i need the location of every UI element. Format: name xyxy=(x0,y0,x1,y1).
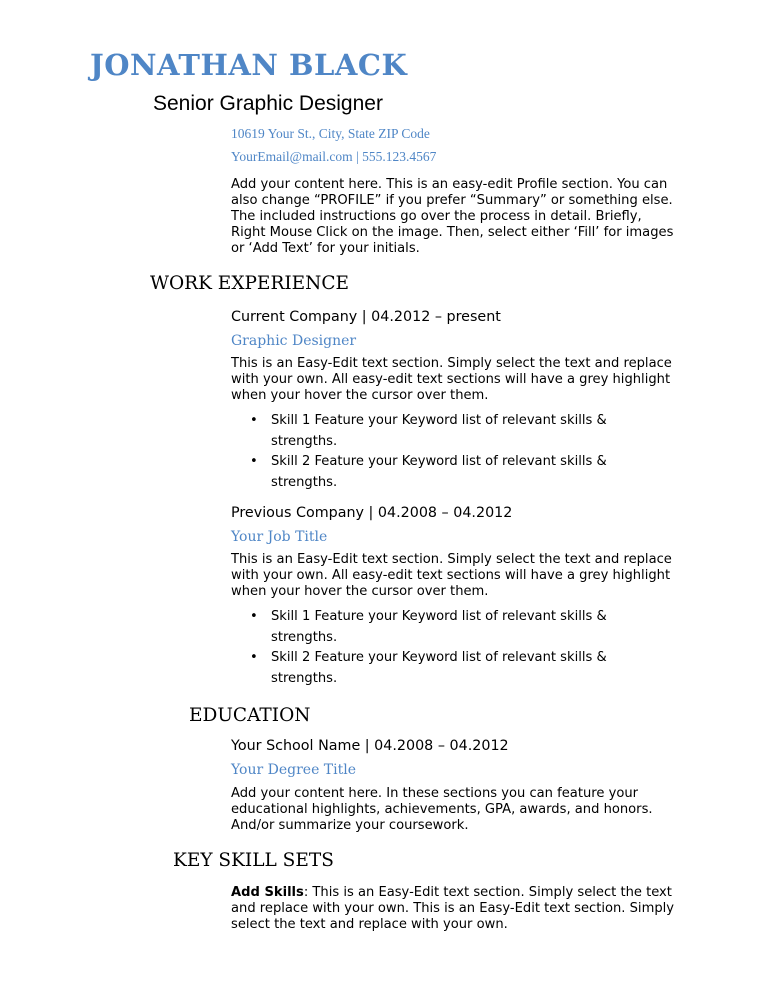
contact-email-phone: YourEmail@mail.com | 555.123.4567 xyxy=(231,149,437,164)
school-name: Your School Name | 04.2008 – 04.2012 xyxy=(231,738,509,754)
section-heading-education: EDUCATION xyxy=(189,705,311,726)
job-description: This is an Easy-Edit text section. Simply select the text and replace with your own. All easy-edit text sections will have a grey highlight when your hover the cursor over them. xyxy=(231,552,672,599)
list-item xyxy=(248,607,668,648)
bullet-icon: • xyxy=(250,650,258,665)
skill-text: Skill 1 Feature your Keyword list of relevant skills & strengths. xyxy=(271,413,607,449)
skill-text: Skill 2 Feature your Keyword list of relevant skills & strengths. xyxy=(271,454,607,490)
section-heading-skills: KEY SKILL SETS xyxy=(173,850,334,871)
skill-text: Skill 2 Feature your Keyword list of relevant skills & strengths. xyxy=(271,650,607,686)
job-role: Graphic Designer xyxy=(231,333,357,349)
bullet-icon: • xyxy=(250,413,258,428)
degree-title: Your Degree Title xyxy=(231,762,357,778)
list-item xyxy=(248,452,668,493)
bullet-icon: • xyxy=(250,454,258,469)
skills-text xyxy=(231,885,676,933)
skills-body: : This is an Easy-Edit text section. Simply select the text and replace with your own. This is an Easy-Edit text section. Simply select the text and replace with your own. xyxy=(231,885,675,932)
job-role: Your Job Title xyxy=(231,529,328,545)
contact-address: 10619 Your St., City, State ZIP Code xyxy=(231,126,430,141)
skill-text: Skill 1 Feature your Keyword list of relevant skills & strengths. xyxy=(271,609,607,645)
education-description: Add your content here. In these sections you can feature your educational highlights, achievements, GPA, awards, and honors. And/or summarize your coursework. xyxy=(231,786,653,833)
job-skill-list xyxy=(248,607,668,689)
list-item xyxy=(248,648,668,689)
section-heading-work: WORK EXPERIENCE xyxy=(150,273,350,294)
list-item xyxy=(248,411,668,452)
job-company: Previous Company | 04.2008 – 04.2012 xyxy=(231,505,513,521)
job-skill-list xyxy=(248,411,668,493)
resume-name: JONATHAN BLACK xyxy=(90,48,408,82)
bullet-icon: • xyxy=(250,609,258,624)
skills-label: Add Skills xyxy=(231,885,304,900)
resume-title: Senior Graphic Designer xyxy=(153,92,383,115)
job-description: This is an Easy-Edit text section. Simply select the text and replace with your own. All easy-edit text sections will have a grey highlight when your hover the cursor over them. xyxy=(231,356,672,403)
profile-text: Add your content here. This is an easy-edit Profile section. You can also change “PROFILE” if you prefer “Summary” or something else. The included instructions go over the process in detail. Briefly, Right Mouse Click on the image. Then, select either ‘Fill’ for images or ‘Add Text’ for your initials. xyxy=(231,177,674,256)
job-company: Current Company | 04.2012 – present xyxy=(231,309,501,325)
